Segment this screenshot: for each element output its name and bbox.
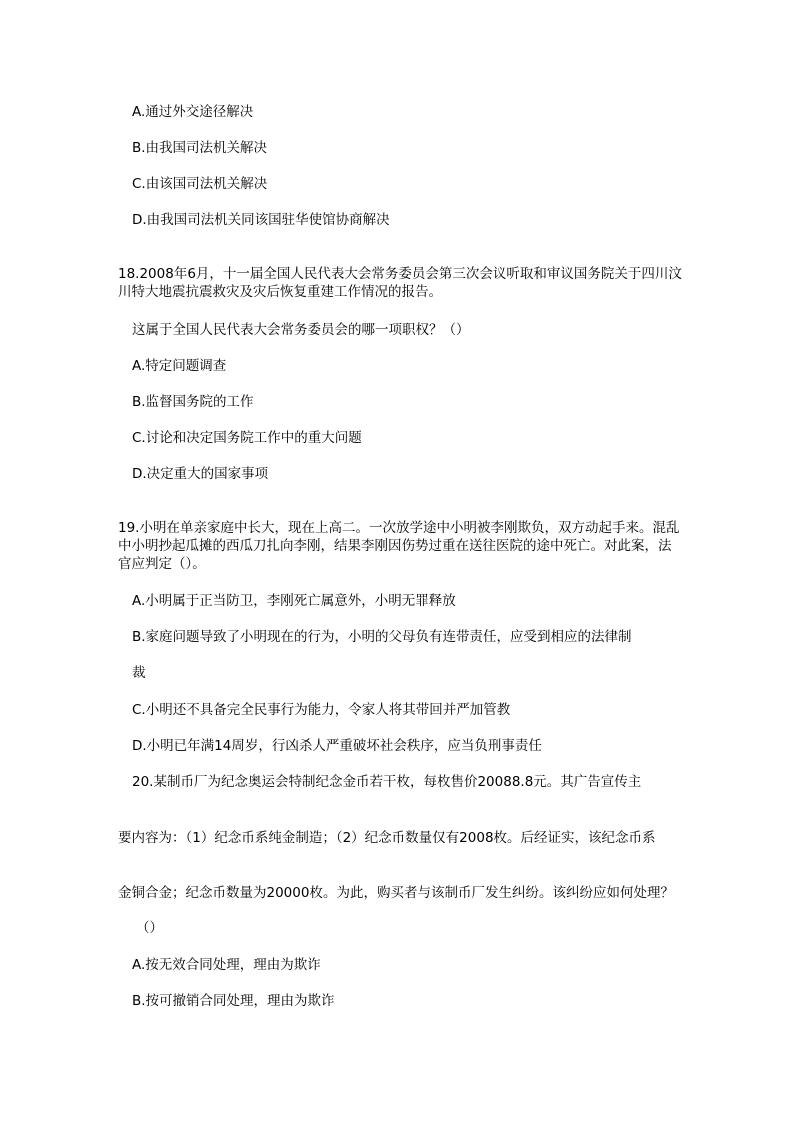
q20-option-b: B.按可撤销合同处理，理由为欺诈 [132,993,335,1009]
q20-text-line: 金铜合金；纪念币数量为20000枚。为此，购买者与该制币厂发生纠纷。该纠纷应如何处理？ [118,885,674,901]
q19-text-line: 中小明抄起瓜摊的西瓜刀扎向李刚，结果李刚因伤势过重在送往医院的途中死亡。对此案，法 [118,538,672,554]
q18-option-a: A.特定问题调查 [132,358,227,374]
q17-option-c: C.由该国司法机关解决 [132,176,268,192]
q19-option-c: C.小明还不具备完全民事行为能力，令家人将其带回并严加管教 [132,702,511,718]
q18-option-b: B.监督国务院的工作 [132,394,254,410]
q19-option-b: B.家庭问题导致了小明现在的行为，小明的父母负有连带责任，应受到相应的法律制 [132,629,632,645]
q18-stem: 这属于全国人民代表大会常务委员会的哪一项职权？（） [132,322,470,338]
q17-option-d: D.由我国司法机关同该国驻华使馆协商解决 [132,212,390,228]
q19-text-line: 官应判定（）。 [118,556,206,572]
q20-text-line: 20.某制币厂为纪念奥运会特制纪念金币若干枚，每枚售价20088.8元。其广告宣传主 [132,774,642,790]
q20-text-line: 要内容为：（1）纪念币系纯金制造；（2）纪念币数量仅有2008枚。后经证实，该纪念币系 [118,830,656,846]
q17-option-a: A.通过外交途径解决 [132,104,254,120]
q20-option-a: A.按无效合同处理，理由为欺诈 [132,957,321,973]
q18-option-c: C.讨论和决定国务院工作中的重大问题 [132,430,362,446]
q19-option-a: A.小明属于正当防卫，李刚死亡属意外，小明无罪释放 [132,593,456,609]
q18-option-d: D.决定重大的国家事项 [132,466,269,482]
q18-text-line: 川特大地震抗震救灾及灾后恢复重建工作情况的报告。 [118,284,442,300]
q19-option-b-cont: 裁 [132,665,146,681]
q18-text-line: 18.2008年6月，十一届全国人民代表大会常务委员会第三次会议听取和审议国务院关于四川汶 [118,266,682,282]
q19-option-d: D.小明已年满14周岁，行凶杀人严重破坏社会秩序，应当负刑事责任 [132,738,542,754]
q19-text-line: 19.小明在单亲家庭中长大，现在上高二。一次放学途中小明被李刚欺负，双方动起手来。混乱 [118,520,680,536]
q17-option-b: B.由我国司法机关解决 [132,140,268,156]
q20-answer-blank: （） [136,920,163,936]
